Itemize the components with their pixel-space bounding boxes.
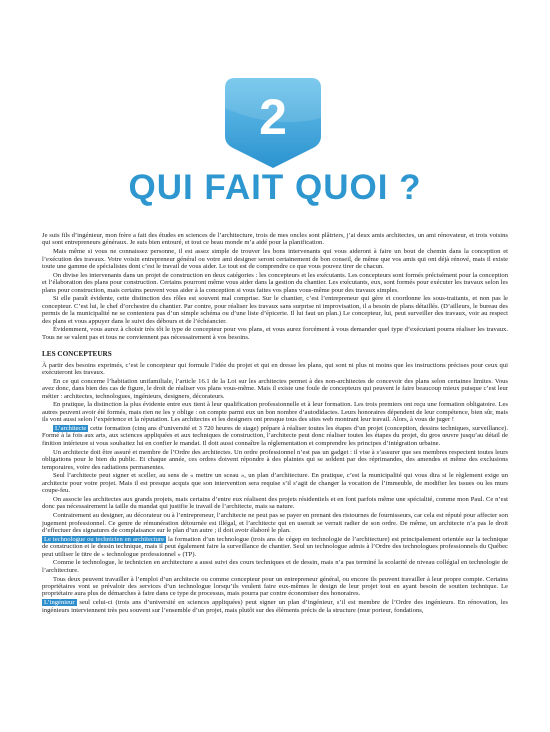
section-paragraph: Seul l’architecte peut signer et sceller, au sens de « mettre un sceau », un plan d’architecture. En pratique, c’est la municipalité qui vous dira si le règlement exige un architecte pour votre projet. Mais il est presque acquis que son intervention sera requise s’il s’agit de changer la vocation de l’immeuble, de modifier les issues ou les murs coupe-feu.	[42, 472, 508, 495]
technologue-highlight: Le technologue ou technicien en architecture	[44, 535, 165, 543]
intro-paragraph: Je suis fils d’ingénieur, mon frère a fait des études en sciences de l’architecture, trois de mes oncles sont plâtriers, j’ai deux amis architectes, un ami rénovateur, et trois voisins qui sont entrepreneurs généraux. Je suis bien entouré, et tout ce beau monde m’a aidé pour la planification.	[42, 232, 508, 247]
section-heading: LES CONCEPTEURS	[42, 350, 112, 359]
technologue-text: la formation d’un technologue (trois ans de cégep en technologie de l’architecture) est principalement orientée sur la technique de construction et le dessin technique, mais il peut également faire la surveillance de chantier. Seul un technologue admis à l’Ordre des technologues professionnels du Québec peut utiliser le titre de « technologue professionnel » (TP).	[42, 535, 508, 558]
chapter-number-badge	[225, 78, 321, 168]
ingenieur-highlight: L’ingénieur	[44, 599, 75, 607]
chapter-badge-shape	[225, 78, 321, 168]
chapter-title: QUI FAIT QUOI ?	[128, 168, 422, 207]
section-paragraph: En ce qui concerne l’habitation unifamiliale, l’article 16.1 de la Loi sur les architectes permet à des non-architectes de concevoir des plans selon certaines limites. Vous avez donc, dans bien des cas de figure, le droit de réaliser vos plans vous-même. Mais il existe une foule de concepteurs qui peuvent le faire beaucoup mieux puisque c’est leur métier : architectes, technologues, ingénieurs, designers, décorateurs.	[42, 377, 508, 400]
section-paragraph: Tous deux peuvent travailler à l’emploi d’un architecte ou comme concepteur pour un entrepreneur général, ou encore ils peuvent travailler à leur propre compte. Certains propriétaires vont se prévaloir des services d’un technologue lorsqu’ils veulent faire eux-mêmes le design de leur projet tout en ayant besoin de soutien technique. Le propriétaire aura plus de démarches à faire dans ce type de processus, mais pourra par contre économiser des honoraires.	[42, 575, 508, 598]
intro-paragraph: Mais même si vous ne connaissez personne, il est assez simple de trouver les bons intervenants qui vous aideront à faire un bout de chemin dans la conception et l’exécution des travaux. Votre voisin entrepreneur général ou votre ami designer seront certainement de bon conseil, de même que vos amis qui ont déjà rénové, mais il existe toute une gamme de spécialistes dont c’est le travail de vous aider. Le tout est de comprendre ce que vous pouvez tirer de chacun.	[42, 248, 508, 271]
section-paragraph: Comme le technologue, le technicien en architecture a aussi suivi des cours techniques et de dessin, mais n’a pas terminé la scolarité de niveau collégial en technologie de l’architecture.	[42, 559, 508, 574]
chapter-body	[42, 232, 508, 615]
section-paragraph: À partir des besoins exprimés, c’est le concepteur qui formule l’idée du projet et qui en dresse les plans, qui sont ni plus ni moins que les instructions précises pour ceux qui exécuteront les travaux.	[42, 361, 508, 377]
section-paragraph: Contrairement au designer, au décorateur ou à l’entrepreneur, l’architecte ne peut pas se payer en prenant des ristournes de fournisseurs, car cela est réputé pour affecter son jugement professionnel. Ce genre de rémunération détournée est illégal, et l’architecte qui en userait se verrait radier de son ordre. De même, un architecte n’a pas le droit d’effectuer des signatures de complaisance sur le plan d’un autre ; il doit avoir élaboré le plan.	[42, 512, 508, 534]
chapter-number: 2	[259, 89, 287, 145]
technologue-paragraph	[42, 536, 508, 558]
section-paragraph: En pratique, la distinction la plus évidente entre eux tient à leur qualification professionnelle et à leur formation. Les trois premiers ont reçu une formation obligatoire. Les autres peuvent avoir été formés, mais rien ne les y oblige : on compte parmi eux un bon nombre d’autodidactes. Leurs honoraires dépendent de leur compétence, bien sûr, mais ils vont aussi selon l’expérience et la réputation. Les architectes et les designers ont presque tous des sites web montrant leur travail. Alors, à vous de juger !	[42, 401, 508, 424]
section-paragraph: Un architecte doit être assuré et membre de l’Ordre des architectes. Un ordre professionnel n’est pas un gadget : il vise à s’assurer que ses membres respectent toutes leurs obligations pour le bien du public. Et chaque année, ces ordres doivent répondre à des plaintes qui se soldent par des réprimandes, des amendes et même des exclusions temporaires, voire des radiations permanentes.	[42, 448, 508, 471]
intro-paragraph: Évidemment, vous aurez à choisir très tôt le type de concepteur pour vos plans, et vous aurez forcément à vous demander quel type d’exécutant pourra réaliser les travaux. Tous ne se valent pas et tous ne conviennent pas nécessairement à vos besoins.	[42, 326, 508, 341]
intro-paragraph: Si elle paraît évidente, cette distinction des rôles est souvent mal comprise. Sur le chantier, c’est l’entrepreneur qui gère et coordonne les sous-traitants, et non pas le concepteur. C’est lui, le chef d’orchestre du chantier. Par contre, pour réaliser les travaux sans surprise ni improvisation, il a besoin de plans détaillés. (D’ailleurs, le bureau des permis de la municipalité ne se contentera pas d’un simple schéma ou d’une liste d’épicerie. Il lui faut un plan.) Le concepteur, lui, peut surveiller des travaux, voir au respect des plans et vous appuyer dans le suivi des débours et de l’échéancier.	[42, 295, 508, 325]
architecte-paragraph	[42, 425, 508, 447]
intro-paragraph: On divise les intervenants dans un projet de construction en deux catégories : les concepteurs et les exécutants. Les concepteurs sont formés précisément pour la conception et l’élaboration des plans pour construction. Certains pourront même vous aider dans la gestion du chantier. Les exécutants, eux, sont formés pour exécuter les travaux selon les plans pour construction, mais certains peuvent vous aider à la conception si vous faites vos plans vous-même pour des travaux simples.	[42, 271, 508, 294]
architecte-highlight: L’architecte	[55, 425, 87, 433]
ingenieur-paragraph	[42, 599, 508, 614]
ingenieur-text: seul celui-ci (trois ans d’université en sciences appliquées) peut signer un plan d’ingénieur, s’il est membre de l’Ordre des ingénieurs. En rénovation, les ingénieurs interviennent très peu souvent sur l’ensemble d’un projet, mais plutôt sur des éléments précis de la structure (mur porteur, fondations,	[42, 599, 508, 614]
section-paragraph: On associe les architectes aux grands projets, mais certains d’entre eux réalisent des projets résidentiels et en font parfois même une spécialité, comme mon Paul. Ce n’est donc pas nécessairement la taille du mandat qui justifie le travail de l’architecte, mais sa nature.	[42, 495, 508, 511]
architecte-text: cette formation (cinq ans d’université et 3 720 heures de stage) prépare à réaliser toutes les étapes d’un projet (conception, dessins techniques, surveillance). Formé à la fois aux arts, aux sciences appliquées et aux techniques de construction, l’architecte peut donc réaliser toutes les étapes du projet, du gros œuvre jusqu’au détail de finition intérieure si vous souhaitez lui en confier le mandat. Il doit aussi connaître la réglementation et comprendre les principes d’intégration urbaine.	[42, 425, 508, 447]
